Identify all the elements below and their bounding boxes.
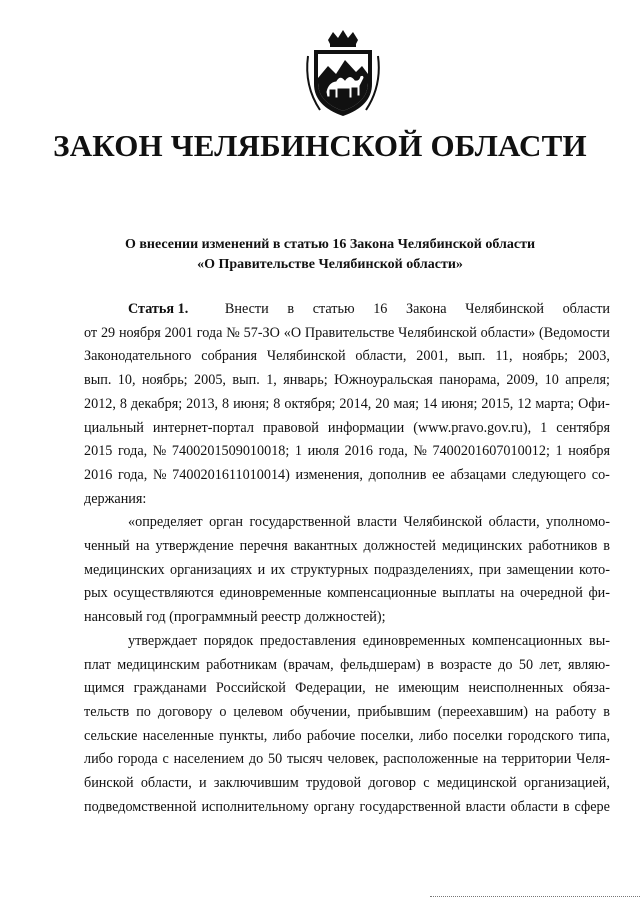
- word: 2001,: [416, 348, 449, 365]
- word: октября;: [284, 395, 336, 412]
- text-line: [84, 630, 610, 654]
- word: апреля;: [565, 372, 610, 389]
- word: бинской: [84, 775, 134, 792]
- text-line: [84, 464, 610, 488]
- word: на: [534, 703, 549, 720]
- word: утверждение: [155, 538, 234, 555]
- word: (врачам,: [283, 656, 334, 673]
- word: Правительстве: [304, 324, 395, 341]
- word: тысяч: [286, 751, 323, 768]
- word: области,: [355, 348, 407, 365]
- word: лет,: [539, 656, 562, 673]
- word: тельств: [84, 703, 130, 720]
- word: сельские: [84, 727, 138, 744]
- word: структурных: [290, 561, 369, 578]
- text-line: [84, 701, 610, 725]
- word: 7400201611010014): [172, 466, 290, 483]
- word: организациях: [169, 561, 253, 578]
- word: обучении,: [289, 703, 351, 720]
- word: рых: [84, 585, 108, 602]
- word: и: [257, 561, 266, 578]
- word: области,: [140, 775, 192, 792]
- word: должностей: [363, 538, 436, 555]
- document-title: ЗАКОН ЧЕЛЯБИНСКОЙ ОБЛАСТИ: [53, 128, 587, 163]
- text-line: [84, 440, 610, 464]
- text-line: [84, 535, 610, 559]
- word: №: [413, 443, 427, 460]
- word: циальный: [84, 419, 144, 436]
- word: в: [562, 798, 570, 815]
- text-line: [84, 796, 610, 820]
- word: 20: [375, 395, 390, 412]
- word: компенсационные: [327, 585, 437, 602]
- text-line: нансовый год (программный реестр должностей);: [84, 609, 386, 626]
- word: фи-: [588, 585, 610, 602]
- word: перечня: [239, 538, 288, 555]
- word: на: [500, 585, 515, 602]
- word: государственной: [249, 514, 351, 531]
- word: Закона: [406, 301, 447, 317]
- word: являю-: [568, 656, 610, 673]
- text-line: [84, 417, 610, 441]
- article-first-line: [0, 298, 610, 322]
- word: при: [478, 561, 502, 578]
- text-line: [84, 322, 610, 346]
- word: замещении: [506, 561, 574, 578]
- text-line: [84, 654, 610, 678]
- word: выплаты: [442, 585, 495, 602]
- word: Челя-: [576, 751, 610, 768]
- word: 2012,: [84, 395, 116, 412]
- word: исполнительному: [201, 798, 309, 815]
- word: очередной: [519, 585, 583, 602]
- text-line: [84, 559, 610, 583]
- word: типа,: [578, 727, 610, 744]
- word: возрасте: [440, 656, 492, 673]
- word: единовременных: [362, 632, 466, 649]
- word: с: [162, 751, 169, 768]
- word: утверждает: [128, 632, 198, 649]
- word: неисполненных: [468, 680, 564, 697]
- word: информации: [327, 419, 405, 436]
- word: в: [603, 538, 610, 555]
- word: 7400201509010018;: [171, 443, 290, 460]
- coat-of-arms-icon: [300, 26, 386, 118]
- word: года,: [378, 443, 408, 460]
- word: трудовой: [306, 775, 362, 792]
- word: 11,: [495, 348, 513, 365]
- word: порядок: [203, 632, 254, 649]
- word: на: [482, 751, 497, 768]
- word: городского: [507, 727, 574, 744]
- word: вып.: [232, 372, 260, 389]
- word: либо: [84, 751, 113, 768]
- word: 2014,: [339, 395, 372, 412]
- word: плат: [84, 656, 111, 673]
- word: подведомственной: [84, 798, 197, 815]
- word: расположенные: [383, 751, 479, 768]
- word: 10: [544, 372, 559, 389]
- text-line: [84, 345, 610, 369]
- word: поселки,: [360, 727, 414, 744]
- word: города: [117, 751, 158, 768]
- word: 1: [294, 443, 302, 460]
- word: в: [287, 301, 295, 317]
- word: Челябинской: [465, 301, 544, 317]
- word: о: [219, 703, 227, 720]
- word: сентября: [556, 419, 610, 436]
- word: власти: [357, 514, 398, 531]
- word: области,: [488, 514, 540, 531]
- word: Федерации,: [295, 680, 366, 697]
- word: 2016: [84, 466, 113, 483]
- word: 7400201607010012;: [432, 443, 550, 460]
- word: Офи-: [578, 395, 610, 412]
- word: договор: [368, 775, 417, 792]
- word: территории: [501, 751, 572, 768]
- word: 2013,: [186, 395, 219, 412]
- word: медицинским: [117, 656, 200, 673]
- word: области»: [480, 324, 536, 341]
- word: январь;: [283, 372, 328, 389]
- word: от: [84, 324, 98, 341]
- text-line: [84, 677, 610, 701]
- word: поселки: [453, 727, 503, 744]
- word: работу: [555, 703, 597, 720]
- word: компенсационных: [472, 632, 583, 649]
- word: 2003,: [577, 348, 610, 365]
- word: 10,: [117, 372, 136, 389]
- word: имеющим: [398, 680, 460, 697]
- word: целевом: [233, 703, 284, 720]
- word: вы-: [589, 632, 610, 649]
- document-subtitle: [60, 235, 600, 275]
- word: изменения,: [295, 466, 363, 483]
- word: договору: [157, 703, 213, 720]
- text-line: [84, 582, 610, 606]
- word: Законодательного: [84, 348, 192, 365]
- word: 1: [555, 443, 563, 460]
- word: предоставления: [259, 632, 356, 649]
- word: года: [196, 324, 223, 341]
- word: Внести: [224, 301, 269, 317]
- word: панорама,: [439, 372, 500, 389]
- law-body: [84, 298, 610, 819]
- word: щимся: [84, 680, 125, 697]
- word: пункты,: [219, 727, 268, 744]
- word: июля: [307, 443, 340, 460]
- word: (www.pravo.gov.ru),: [413, 419, 532, 436]
- word: в: [427, 656, 434, 673]
- word: статью: [312, 301, 355, 317]
- word: либо: [418, 727, 448, 744]
- word: Челябинской: [398, 324, 477, 341]
- word: 14: [423, 395, 438, 412]
- word: либо: [272, 727, 302, 744]
- word: гражданами: [133, 680, 207, 697]
- word: со-: [591, 466, 610, 483]
- word: на: [135, 538, 150, 555]
- word: медицинских: [441, 538, 523, 555]
- word: единовременные: [219, 585, 322, 602]
- coat-of-arms-emblem: [300, 26, 386, 118]
- word: медицинской: [436, 775, 517, 792]
- word: 50: [518, 656, 534, 673]
- word: обяза-: [572, 680, 610, 697]
- word: 50: [267, 751, 283, 768]
- word: ноября: [118, 324, 161, 341]
- text-line: [84, 725, 610, 749]
- word: ноябрь;: [522, 348, 569, 365]
- word: 2016: [344, 443, 373, 460]
- word: органу: [313, 798, 355, 815]
- word: прибывшим: [357, 703, 431, 720]
- word: следующего: [511, 466, 587, 483]
- text-line: [84, 369, 610, 393]
- word: осуществляются: [113, 585, 214, 602]
- word: орган: [209, 514, 243, 531]
- text-line: [84, 511, 610, 535]
- word: по: [136, 703, 151, 720]
- text-line: [84, 772, 610, 796]
- word: 8: [273, 395, 281, 412]
- word: собрания: [201, 348, 257, 365]
- word: Челябинской: [403, 514, 483, 531]
- word: 16: [373, 301, 388, 317]
- word: их: [270, 561, 286, 578]
- word: области: [510, 798, 558, 815]
- text-line: держания:: [84, 490, 147, 507]
- word: абзацами: [450, 466, 507, 483]
- word: марта;: [535, 395, 575, 412]
- word: власти: [465, 798, 506, 815]
- text-line: [84, 748, 610, 772]
- word: вып.: [458, 348, 486, 365]
- word: 2005,: [194, 372, 226, 389]
- word: вакантных: [293, 538, 358, 555]
- word: до: [498, 656, 513, 673]
- word: июня;: [441, 395, 478, 412]
- word: населением: [173, 751, 245, 768]
- word: не: [375, 680, 389, 697]
- word: ченный: [84, 538, 130, 555]
- word: государственной: [359, 798, 461, 815]
- word: работникам: [206, 656, 277, 673]
- article-label: Статья 1.: [128, 301, 189, 317]
- word: года,: [118, 466, 148, 483]
- word: населенные: [142, 727, 214, 744]
- word: Российской: [215, 680, 286, 697]
- word: 8: [222, 395, 230, 412]
- word: «определяет: [128, 514, 203, 531]
- word: фельдшерам): [340, 656, 421, 673]
- word: заключившим: [213, 775, 299, 792]
- word: №: [152, 443, 167, 460]
- word: сфере: [574, 798, 610, 815]
- word: ноября: [568, 443, 610, 460]
- word: №: [226, 324, 240, 341]
- word: 29: [100, 324, 116, 341]
- word: в: [603, 703, 610, 720]
- word: 2015: [84, 443, 113, 460]
- word: ноябрь;: [141, 372, 188, 389]
- word: года,: [117, 443, 148, 460]
- word: 1,: [266, 372, 277, 389]
- word: «О: [283, 324, 302, 341]
- word: до: [248, 751, 264, 768]
- word: (Ведомости: [539, 324, 610, 341]
- word: кото-: [579, 561, 610, 578]
- word: 8: [119, 395, 127, 412]
- word: области: [562, 301, 610, 317]
- word: медицинских: [84, 561, 165, 578]
- word: 57-ЗО: [243, 324, 280, 341]
- word: июня;: [233, 395, 270, 412]
- word: декабря;: [130, 395, 183, 412]
- word: 2015,: [481, 395, 514, 412]
- word: ее: [432, 466, 445, 483]
- word: Южноуральская: [334, 372, 433, 389]
- word: рабочие: [306, 727, 356, 744]
- word: 2001: [164, 324, 193, 341]
- word: вып.: [84, 372, 112, 389]
- subtitle-line: «О Правительстве Челябинской области»: [197, 257, 463, 272]
- word: интернет-портал: [152, 419, 254, 436]
- word: 1: [540, 419, 548, 436]
- subtitle-line: О внесении изменений в статью 16 Закона Челябинской области: [124, 237, 536, 252]
- word: подразделениях,: [373, 561, 474, 578]
- word: дополнив: [368, 466, 427, 483]
- word: организацией,: [523, 775, 610, 792]
- word: 2009,: [506, 372, 539, 389]
- word: мая;: [393, 395, 420, 412]
- word: человек,: [327, 751, 379, 768]
- page-edge-rule: [430, 896, 640, 897]
- word: и: [199, 775, 207, 792]
- word: №: [152, 466, 167, 483]
- word: (переехавшим): [437, 703, 528, 720]
- word: с: [423, 775, 430, 792]
- text-line: [84, 393, 610, 417]
- word: работников: [528, 538, 598, 555]
- word: Челябинской: [266, 348, 346, 365]
- word: правовой: [262, 419, 319, 436]
- word: уполномо-: [546, 514, 610, 531]
- word: 12: [517, 395, 532, 412]
